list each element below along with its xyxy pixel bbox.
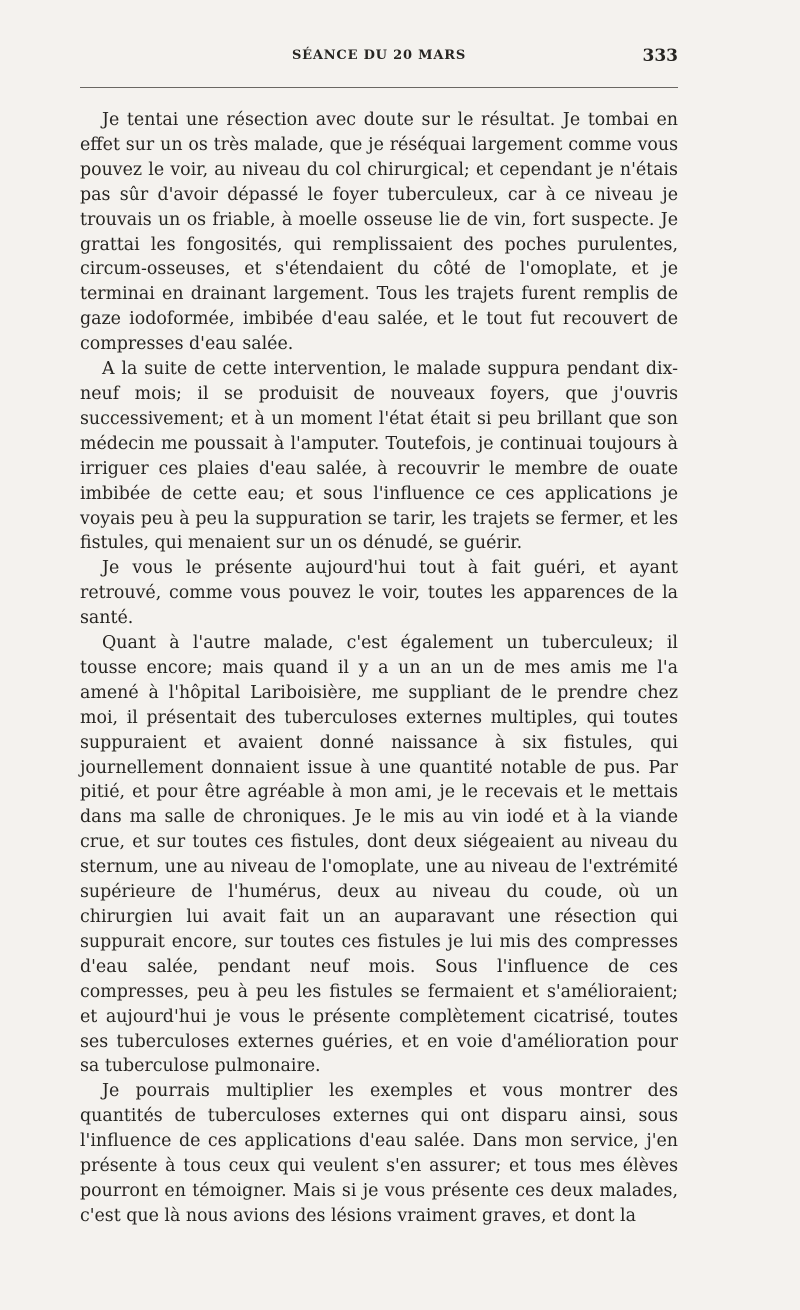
page-header — [80, 46, 678, 76]
paragraph-second-patient: Quant à l'autre malade, c'est également un tuberculeux; il tousse encore; mais quand il y a un an un de mes amis me l'a amené à l'hôpital Lariboisière, me suppliant de le prendre chez moi, il présentait des tuberculoses externes multiples, qui toutes suppuraient et avaient donné naissance à six fistules, qui journellement donnaient issue à une quantité notable de pus. Par pitié, et pour être agréable à mon ami, je le recevais et le mettais dans ma salle de chroniques. Je le mis au vin iodé et à la viande crue, et sur toutes ces fistules, dont deux siégeaient au niveau du sternum, une au niveau de l'omoplate, une au niveau de l'extrémité supérieure de l'humérus, deux au niveau du coude, où un chirurgien lui avait fait un an auparavant une résection qui suppurait encore, sur toutes ces fistules je lui mis des compresses d'eau salée, pendant neuf mois. Sous l'influence de ces compresses, peu à peu les fistules se fermaient et s'amélioraient; et aujourd'hui je vous le présente complètement cicatrisé, toutes ses tuberculoses externes guéries, et en voie d'amélioration pour sa tuberculose pulmonaire. — [80, 633, 678, 1077]
running-head: SÉANCE DU 20 MARS — [291, 48, 467, 63]
paragraph-suppuration: A la suite de cette intervention, le malade suppura pendant dix-neuf mois; il se produisit de nouveaux foyers, que j'ouvris successivement; et à un moment l'état était si peu brillant que son médecin me poussait à l'amputer. Toutefois, je continuai toujours à irriguer ces plaies d'eau salée, à recouvrir le membre de ouate imbibée de cette eau; et sous l'influence ce ces applications je voyais peu à peu la suppuration se tarir, les trajets se fermer, et les fistules, qui menaient sur un os dénudé, se guérir. — [80, 359, 678, 554]
body-text — [80, 108, 678, 1229]
page-number: 333 — [642, 46, 678, 66]
paragraph-examples: Je pourrais multiplier les exemples et vous montrer des quantités de tuberculoses externes qui ont disparu ainsi, sous l'influence de ces applications d'eau salée. Dans mon service, j'en présente à tous ceux qui veulent s'en assurer; et tous mes élèves pourront en témoigner. Mais si je vous présente ces deux malades, c'est que là nous avions des lésions vraiment graves, et dont la — [80, 1081, 678, 1226]
header-rule — [80, 87, 678, 88]
paragraph-resection: Je tentai une résection avec doute sur le résultat. Je tombai en effet sur un os très malade, que je réséquai largement comme vous pouvez le voir, au niveau du col chirurgical; et cependant je n'étais pas sûr d'avoir dépassé le foyer tuberculeux, car à ce niveau je trouvais un os friable, à moelle osseuse lie de vin, fort suspecte. Je grattai les fongosités, qui remplissaient des poches purulentes, circum-osseuses, et s'étendaient du côté de l'omoplate, et je terminai en drainant largement. Tous les trajets furent remplis de gaze iodoformée, imbibée d'eau salée, et le tout fut recouvert de compresses d'eau salée. — [80, 110, 678, 355]
paragraph-healed: Je vous le présente aujourd'hui tout à fait guéri, et ayant retrouvé, comme vous pouvez le voir, toutes les apparences de la santé. — [80, 558, 678, 629]
